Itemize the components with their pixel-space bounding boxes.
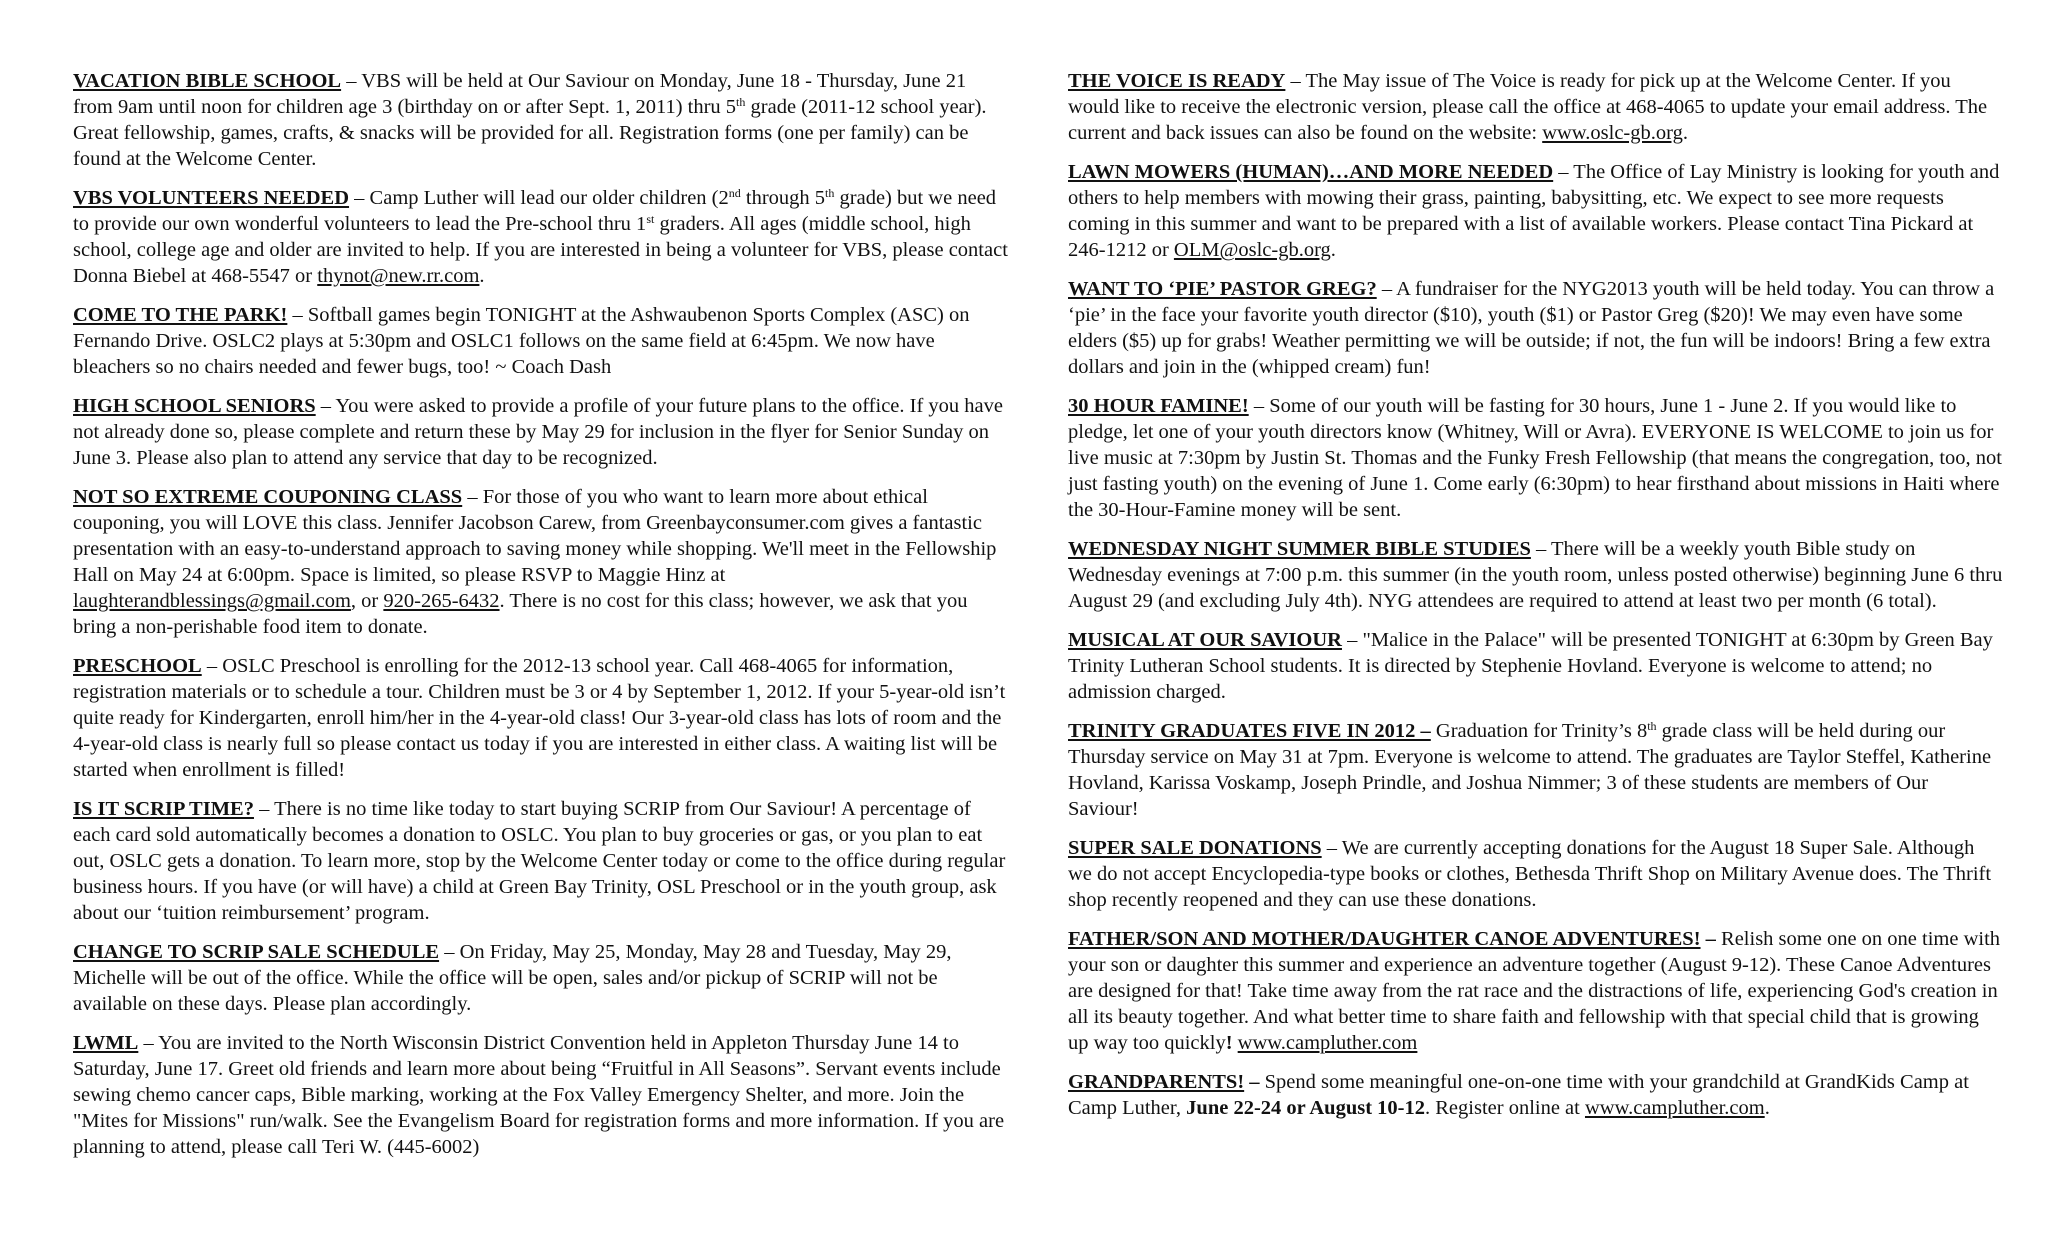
ordinal-suffix: st [646, 212, 655, 226]
ordinal-suffix: th [736, 95, 746, 109]
announcement-text: graders. All ages (middle school, high school, college age and older are invited to help. If you are interested in being a volunteer for VBS, please contact Donna Biebel at 468-5547 or [73, 213, 1008, 287]
contact-link[interactable]: OLM@oslc-gb.org [1173, 239, 1331, 261]
announcement-heading: LWML [73, 1032, 139, 1054]
announcement-text: . [479, 265, 485, 287]
announcement-heading: THE VOICE IS READY [1068, 70, 1286, 92]
announcement-heading: TRINITY GRADUATES FIVE IN 2012 – [1068, 720, 1431, 742]
announcement-heading: SUPER SALE DONATIONS [1068, 837, 1322, 859]
announcement-heading: COME TO THE PARK! [73, 304, 288, 326]
announcement-text: – On Friday, May 25, Monday, May 28 and Tuesday, May 29, Michelle will be out of the office. While the office will be open, sales and/or pickup of SCRIP will not be available on these days. Please plan accordingly. [73, 941, 952, 1015]
announcement-text: , or [350, 590, 384, 612]
announcement-text: – OSLC Preschool is enrolling for the 2012-13 school year. Call 468-4065 for information, registration materials or to schedule a tour. Children must be 3 or 4 by September 1, 2012. If your 5-year-old isn’t quite ready for Kindergarten, enroll him/her in the 4-year-old class! Our 3-year-old class has lots of room and the 4-year-old class is nearly full so please contact us today if you are interested in either class. A waiting list will be started when enrollment is filled! [73, 655, 1006, 781]
announcement-text: – Some of our youth will be fasting for 30 hours, June 1 - June 2. If you would like to pledge, let one of your youth directors know (Whitney, Will or Avra). EVERYONE IS WELCOME to join us for live music at 7:30pm by Justin St. Thomas and the Funky Fresh Fellowship (that means the congregation, too, not just fasting youth) on the evening of June 1. Come early (6:30pm) to hear firsthand about missions in Haiti where the 30-Hour-Famine money will be sent. [1068, 395, 2002, 521]
announcement-text: – There is no time like today to start buying SCRIP from Our Saviour! A percentage of each card sold automatically becomes a donation to OSLC. You plan to buy groceries or gas, or you plan to eat out, OSLC gets a donation. To learn more, stop by the Welcome Center today or come to the office during regular business hours. If you have (or will have) a child at Green Bay Trinity, OSL Preschool or in the youth group, ask about our ‘tuition reimbursement’ program. [73, 798, 1006, 924]
announcement-text: – A fundraiser for the NYG2013 youth will be held today. You can throw a ‘pie’ in the face your favorite youth director ($10), youth ($1) or Pastor Greg ($20)! We may even have some elders ($5) up for grabs! Weather permitting we will be outside; if not, the fun will be indoors! Bring a few extra dollars and join in the (whipped cream) fun! [1068, 278, 1995, 378]
announcement-graduates [1068, 718, 2003, 822]
announcement-text: . [1764, 1097, 1770, 1119]
announcement-musical [1068, 627, 2003, 705]
announcement-heading: LAWN MOWERS (HUMAN)…AND MORE NEEDED [1068, 161, 1554, 183]
announcement-seniors [73, 393, 1008, 471]
announcement-heading: NOT SO EXTREME COUPONING CLASS [73, 486, 463, 508]
contact-link[interactable]: www.oslc-gb.org [1542, 122, 1683, 144]
announcement-heading: VACATION BIBLE SCHOOL [73, 70, 342, 92]
announcement-text: – There will be a weekly youth Bible study on Wednesday evenings at 7:00 p.m. this summer (in the youth room, unless posted otherwise) beginning June 6 thru August 29 (and excluding July 4th). NYG attendees are required to attend at least two per month (6 total). [1068, 538, 2003, 612]
announcement-grandparents [1068, 1069, 2003, 1121]
ordinal-suffix: th [825, 186, 835, 200]
ordinal-suffix: th [1647, 719, 1657, 733]
announcement-text: grade (2011-12 school year). Great fellowship, games, crafts, & snacks will be provided for all. Registration forms (one per family) can be found at the Welcome Center. [73, 96, 987, 170]
announcement-text: – VBS will be held at Our Saviour on Monday, June 18 - Thursday, June 21 from 9am until noon for children age 3 (birthday on or after Sept. 1, 2011) thru 5 [73, 70, 967, 118]
announcement-heading: VBS VOLUNTEERS NEEDED [73, 187, 350, 209]
announcement-park [73, 302, 1008, 380]
announcement-text: Spend some meaningful one-on-one time with your grandchild at GrandKids Camp at Camp Luther, [1068, 1071, 1969, 1119]
right-column [1068, 68, 2003, 1134]
contact-link[interactable]: laughterandblessings@gmail.com [73, 590, 351, 612]
contact-link[interactable]: thynot@new.rr.com [317, 265, 480, 287]
announcement-text: – The May issue of The Voice is ready for pick up at the Welcome Center. If you would like to receive the electronic version, please call the office at 468-4065 to update your email address. The current and back issues can also be found on the website: [1068, 70, 1988, 144]
announcement-heading: PRESCHOOL [73, 655, 202, 677]
announcement-heading: GRANDPARENTS! [1068, 1071, 1245, 1093]
announcement-super-sale [1068, 835, 2003, 913]
announcement-text: . [1682, 122, 1688, 144]
emphasis-text: – [1244, 1071, 1265, 1093]
announcement-text: – "Malice in the Palace" will be presented TONIGHT at 6:30pm by Green Bay Trinity Lutheran School students. It is directed by Stephenie Hovland. Everyone is welcome to attend; no admission charged. [1068, 629, 1993, 703]
contact-link[interactable]: www.campluther.com [1237, 1032, 1418, 1054]
announcement-text: – We are currently accepting donations for the August 18 Super Sale. Although we do not accept Encyclopedia-type books or clothes, Bethesda Thrift Shop on Military Avenue does. The Thrift shop recently reopened and they can use these donations. [1068, 837, 1992, 911]
contact-link[interactable]: 920-265-6432 [383, 590, 500, 612]
announcement-text: Relish some one on one time with your son or daughter this summer and experience an adventure together (August 9-12). These Canoe Adventures are designed for that! Take time away from the rat race and the distractions of life, experiencing God's creation in all its beauty together. And what better time to share faith and fellowship with that special child that is growing up way too quickly [1068, 928, 2001, 1054]
announcement-heading: 30 HOUR FAMINE! [1068, 395, 1249, 417]
announcement-lwml [73, 1030, 1008, 1160]
announcement-bible-studies [1068, 536, 2003, 614]
announcement-heading: HIGH SCHOOL SENIORS [73, 395, 316, 417]
announcement-heading: WANT TO ‘PIE’ PASTOR GREG? [1068, 278, 1377, 300]
left-column [73, 68, 1008, 1173]
announcement-voice [1068, 68, 2003, 146]
announcement-scrip [73, 796, 1008, 926]
announcement-text: . [1330, 239, 1336, 261]
announcement-text: – For those of you who want to learn more about ethical couponing, you will LOVE this class. Jennifer Jacobson Carew, from Greenbayconsumer.com gives a fantastic presentation with an easy-to-understand approach to saving money while shopping. We'll meet in the Fellowship Hall on May 24 at 6:00pm. Space is limited, so please RSVP to Maggie Hinz at [73, 486, 997, 586]
announcement-vbs [73, 68, 1008, 172]
announcement-vbs-volunteers [73, 185, 1008, 289]
announcement-text: – You were asked to provide a profile of your future plans to the office. If you have not already done so, please complete and return these by May 29 for inclusion in the flyer for Senior Sunday on June 3. Please also plan to attend any service that day to be recognized. [73, 395, 1003, 469]
announcement-couponing [73, 484, 1008, 640]
announcement-heading: FATHER/SON AND MOTHER/DAUGHTER CANOE ADVENTURES! [1068, 928, 1701, 950]
announcement-text: . There is no cost for this class; however, we ask that you bring a non-perishable food item to donate. [73, 590, 968, 638]
announcement-text: – You are invited to the North Wisconsin District Convention held in Appleton Thursday June 14 to Saturday, June 17. Greet old friends and learn more about being “Fruitful in All Seasons”. Servant events include sewing chemo cancer caps, Bible marking, working at the Fox Valley Emergency Shelter, and more. Join the "Mites for Missions" run/walk. See the Evangelism Board for registration forms and more information. If you are planning to attend, please call Teri W. (445-6002) [73, 1032, 1005, 1158]
contact-link[interactable]: www.campluther.com [1584, 1097, 1765, 1119]
announcement-text: grade) but we need to provide our own wonderful volunteers to lead the Pre-school thru 1 [73, 187, 997, 235]
announcement-preschool [73, 653, 1008, 783]
announcement-text: Graduation for Trinity’s 8 [1430, 720, 1648, 742]
ordinal-suffix: nd [728, 186, 741, 200]
announcement-heading: WEDNESDAY NIGHT SUMMER BIBLE STUDIES [1068, 538, 1531, 560]
announcement-lawn-mowers [1068, 159, 2003, 263]
announcement-text: grade class will be held during our Thursday service on May 31 at 7pm. Everyone is welcome to attend. The graduates are Taylor Steffel, Katherine Hovland, Karissa Voskamp, Joseph Prindle, and Joshua Nimmer; 3 of these students are members of Our Saviour! [1068, 720, 1992, 820]
announcement-scrip-schedule [73, 939, 1008, 1017]
announcement-canoe [1068, 926, 2003, 1056]
announcement-pie [1068, 276, 2003, 380]
announcement-text: . Register online at [1425, 1097, 1585, 1119]
announcement-heading: IS IT SCRIP TIME? [73, 798, 254, 820]
announcement-heading: MUSICAL AT OUR SAVIOUR [1068, 629, 1342, 651]
announcement-famine [1068, 393, 2003, 523]
emphasis-text: June 22-24 or August 10-12 [1186, 1097, 1425, 1119]
announcement-heading: CHANGE TO SCRIP SALE SCHEDULE [73, 941, 440, 963]
announcement-text: – Camp Luther will lead our older children (2 [349, 187, 729, 209]
announcement-text: – Softball games begin TONIGHT at the Ashwaubenon Sports Complex (ASC) on Fernando Drive. OSLC2 plays at 5:30pm and OSLC1 follows on the same field at 6:45pm. We now have bleachers so no chairs needed and fewer bugs, too! ~ Coach Dash [73, 304, 970, 378]
emphasis-text: ! [1225, 1032, 1233, 1054]
emphasis-text: – [1700, 928, 1722, 950]
announcement-text: – The Office of Lay Ministry is looking for youth and others to help members with mowing their grass, painting, babysitting, etc. We expect to see more requests coming in this summer and want to be prepared with a list of available workers. Please contact Tina Pickard at 246-1212 or [1068, 161, 2000, 261]
announcement-text: through 5 [740, 187, 826, 209]
